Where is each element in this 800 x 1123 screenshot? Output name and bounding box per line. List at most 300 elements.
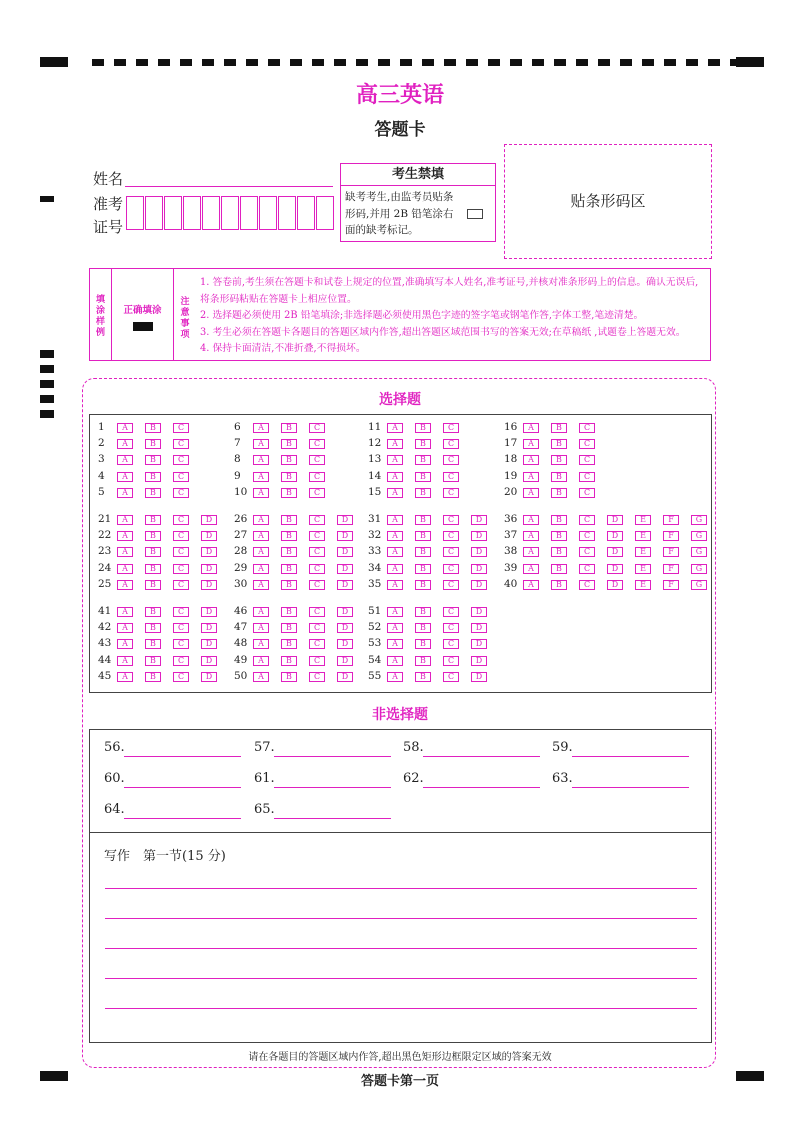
answer-bubble-c[interactable]: C	[173, 672, 189, 682]
answer-bubble-b[interactable]: B	[415, 564, 431, 574]
answer-bubble-b[interactable]: B	[145, 580, 161, 590]
answer-bubble-b[interactable]: B	[145, 547, 161, 557]
answer-bubble-c[interactable]: C	[579, 515, 595, 525]
answer-bubble-c[interactable]: C	[443, 672, 459, 682]
answer-bubble-b[interactable]: B	[415, 531, 431, 541]
answer-bubble-c[interactable]: C	[309, 623, 325, 633]
blank-number: 60.	[104, 771, 125, 786]
answer-bubble-a[interactable]: A	[253, 488, 269, 498]
answer-blank[interactable]	[572, 756, 689, 757]
answer-bubble-b[interactable]: B	[415, 672, 431, 682]
answer-bubble-a[interactable]: A	[117, 547, 133, 557]
exam-number-cell[interactable]	[297, 196, 315, 230]
writing-line[interactable]	[105, 948, 697, 949]
answer-bubble-e[interactable]: E	[635, 515, 651, 525]
answer-bubble-a[interactable]: A	[387, 531, 403, 541]
answer-bubble-d[interactable]: D	[607, 515, 623, 525]
barcode-area	[504, 144, 712, 259]
answer-bubble-d[interactable]: D	[471, 672, 487, 682]
answer-bubble-a[interactable]: A	[117, 623, 133, 633]
answer-blank[interactable]	[274, 818, 391, 819]
notice-label	[174, 269, 196, 360]
answer-bubble-d[interactable]: D	[201, 580, 217, 590]
answer-bubble-a[interactable]: A	[117, 472, 133, 482]
answer-bubble-b[interactable]: B	[415, 472, 431, 482]
answer-blank[interactable]	[124, 787, 241, 788]
answer-bubble-g[interactable]: G	[691, 531, 707, 541]
answer-blank[interactable]	[423, 756, 540, 757]
timing-dash	[444, 59, 456, 66]
answer-bubble-d[interactable]: D	[337, 580, 353, 590]
answer-bubble-d[interactable]: D	[201, 547, 217, 557]
question-number: 19	[504, 469, 518, 482]
question-number: 7	[234, 437, 241, 450]
answer-bubble-d[interactable]: D	[607, 547, 623, 557]
answer-bubble-b[interactable]: B	[145, 623, 161, 633]
name-field[interactable]	[125, 186, 333, 187]
answer-bubble-d[interactable]: D	[337, 564, 353, 574]
answer-bubble-c[interactable]: C	[173, 423, 189, 433]
question-number: 15	[368, 485, 382, 498]
answer-bubble-b[interactable]: B	[551, 423, 567, 433]
answer-bubble-b[interactable]: B	[415, 455, 431, 465]
answer-bubble-e[interactable]: E	[635, 531, 651, 541]
answer-bubble-a[interactable]: A	[523, 439, 539, 449]
answer-bubble-g[interactable]: G	[691, 515, 707, 525]
answer-bubble-e[interactable]: E	[635, 580, 651, 590]
answer-bubble-d[interactable]: D	[201, 623, 217, 633]
answer-bubble-a[interactable]: A	[523, 455, 539, 465]
answer-bubble-a[interactable]: A	[523, 564, 539, 574]
answer-bubble-b[interactable]: B	[551, 455, 567, 465]
answer-bubble-b[interactable]: B	[145, 672, 161, 682]
nonchoice-section-title: 非选择题	[372, 707, 428, 723]
answer-bubble-c[interactable]: C	[309, 488, 325, 498]
answer-bubble-a[interactable]: A	[117, 455, 133, 465]
answer-bubble-b[interactable]: B	[551, 580, 567, 590]
exam-number-cell[interactable]	[316, 196, 334, 230]
answer-bubble-a[interactable]: A	[253, 580, 269, 590]
answer-bubble-c[interactable]: C	[173, 472, 189, 482]
blank-number: 61.	[254, 771, 275, 786]
answer-bubble-d[interactable]: D	[607, 580, 623, 590]
answer-bubble-d[interactable]: D	[201, 672, 217, 682]
answer-bubble-a[interactable]: A	[253, 531, 269, 541]
question-number: 6	[234, 421, 241, 433]
answer-bubble-a[interactable]: A	[387, 623, 403, 633]
answer-bubble-c[interactable]: C	[309, 439, 325, 449]
answer-bubble-d[interactable]: D	[337, 547, 353, 557]
answer-bubble-b[interactable]: B	[281, 531, 297, 541]
answer-bubble-a[interactable]: A	[387, 607, 403, 617]
timing-dash	[554, 59, 566, 66]
answer-bubble-d[interactable]: D	[471, 639, 487, 649]
answer-bubble-d[interactable]: D	[201, 639, 217, 649]
exam-number-cell[interactable]	[183, 196, 201, 230]
writing-label: 写作 第一节(15 分)	[104, 849, 226, 864]
answer-bubble-f[interactable]: F	[663, 547, 679, 557]
timing-dash	[312, 59, 324, 66]
question-number: 24	[98, 561, 112, 574]
answer-blank[interactable]	[572, 787, 689, 788]
answer-bubble-a[interactable]: A	[523, 488, 539, 498]
answer-bubble-c[interactable]: C	[309, 639, 325, 649]
answer-bubble-a[interactable]: A	[253, 439, 269, 449]
question-number: 49	[234, 653, 248, 666]
answer-bubble-c[interactable]: C	[443, 580, 459, 590]
answer-bubble-b[interactable]: B	[415, 607, 431, 617]
answer-bubble-a[interactable]: A	[253, 547, 269, 557]
question-number: 44	[98, 653, 112, 666]
answer-bubble-f[interactable]: F	[663, 580, 679, 590]
answer-bubble-d[interactable]: D	[471, 607, 487, 617]
answer-bubble-d[interactable]: D	[607, 564, 623, 574]
absent-mark-box[interactable]	[467, 209, 483, 219]
no-fill-box	[340, 163, 496, 242]
answer-bubble-d[interactable]: D	[471, 531, 487, 541]
answer-bubble-c[interactable]: C	[173, 547, 189, 557]
answer-bubble-c[interactable]: C	[309, 672, 325, 682]
answer-bubble-d[interactable]: D	[471, 547, 487, 557]
answer-bubble-b[interactable]: B	[551, 439, 567, 449]
answer-bubble-d[interactable]: D	[337, 672, 353, 682]
question-number: 29	[234, 561, 248, 574]
timing-dash	[686, 59, 698, 66]
answer-bubble-b[interactable]: B	[551, 488, 567, 498]
answer-bubble-b[interactable]: B	[145, 472, 161, 482]
question-number: 52	[368, 621, 382, 634]
question-number: 27	[234, 529, 248, 542]
answer-bubble-c[interactable]: C	[443, 531, 459, 541]
answer-bubble-a[interactable]: A	[253, 672, 269, 682]
question-number: 16	[504, 421, 518, 433]
question-number: 38	[504, 545, 518, 558]
answer-bubble-d[interactable]: D	[471, 656, 487, 666]
timing-mark	[40, 365, 54, 373]
timing-dash	[510, 59, 522, 66]
answer-bubble-a[interactable]: A	[387, 547, 403, 557]
answer-bubble-a[interactable]: A	[387, 515, 403, 525]
answer-bubble-a[interactable]: A	[523, 423, 539, 433]
answer-bubble-c[interactable]: C	[579, 531, 595, 541]
exam-number-cell[interactable]	[259, 196, 277, 230]
answer-bubble-d[interactable]: D	[201, 607, 217, 617]
answer-bubble-b[interactable]: B	[145, 639, 161, 649]
exam-number-cell[interactable]	[221, 196, 239, 230]
answer-bubble-a[interactable]: A	[253, 515, 269, 525]
answer-bubble-b[interactable]: B	[145, 564, 161, 574]
answer-bubble-d[interactable]: D	[471, 564, 487, 574]
answer-bubble-b[interactable]: B	[551, 564, 567, 574]
answer-blank[interactable]	[274, 756, 391, 757]
answer-bubble-e[interactable]: E	[635, 547, 651, 557]
answer-bubble-b[interactable]: B	[145, 656, 161, 666]
answer-bubble-a[interactable]: A	[253, 423, 269, 433]
answer-bubble-c[interactable]: C	[579, 564, 595, 574]
exam-number-cell[interactable]	[202, 196, 220, 230]
page-number: 答题卡第一页	[360, 1074, 439, 1089]
answer-bubble-a[interactable]: A	[523, 531, 539, 541]
answer-bubble-a[interactable]: A	[117, 515, 133, 525]
answer-bubble-d[interactable]: D	[607, 531, 623, 541]
answer-bubble-b[interactable]: B	[415, 623, 431, 633]
answer-bubble-c[interactable]: C	[443, 439, 459, 449]
answer-bubble-a[interactable]: A	[387, 672, 403, 682]
answer-bubble-a[interactable]: A	[387, 472, 403, 482]
answer-bubble-a[interactable]: A	[117, 580, 133, 590]
answer-blank[interactable]	[423, 787, 540, 788]
exam-number-cell[interactable]	[240, 196, 258, 230]
answer-bubble-c[interactable]: C	[309, 656, 325, 666]
answer-bubble-c[interactable]: C	[173, 439, 189, 449]
answer-bubble-c[interactable]: C	[309, 564, 325, 574]
answer-bubble-b[interactable]: B	[145, 488, 161, 498]
question-number: 47	[234, 621, 248, 634]
blank-number: 65.	[254, 802, 275, 817]
answer-bubble-c[interactable]: C	[173, 531, 189, 541]
answer-bubble-b[interactable]: B	[281, 515, 297, 525]
answer-bubble-a[interactable]: A	[253, 656, 269, 666]
answer-bubble-a[interactable]: A	[117, 656, 133, 666]
blank-number: 63.	[552, 771, 573, 786]
answer-bubble-c[interactable]: C	[443, 423, 459, 433]
answer-bubble-b[interactable]: B	[281, 564, 297, 574]
answer-bubble-c[interactable]: C	[579, 472, 595, 482]
writing-line[interactable]	[105, 918, 697, 919]
answer-bubble-e[interactable]: E	[635, 564, 651, 574]
answer-bubble-d[interactable]: D	[337, 623, 353, 633]
answer-bubble-b[interactable]: B	[551, 547, 567, 557]
answer-bubble-b[interactable]: B	[415, 488, 431, 498]
answer-bubble-c[interactable]: C	[173, 580, 189, 590]
answer-bubble-a[interactable]: A	[387, 488, 403, 498]
answer-bubble-b[interactable]: B	[145, 607, 161, 617]
answer-bubble-c[interactable]: C	[309, 472, 325, 482]
answer-bubble-c[interactable]: C	[309, 547, 325, 557]
question-number: 10	[234, 485, 248, 498]
answer-bubble-d[interactable]: D	[471, 515, 487, 525]
answer-bubble-d[interactable]: D	[337, 531, 353, 541]
question-number: 2	[98, 437, 105, 450]
answer-bubble-b[interactable]: B	[281, 623, 297, 633]
answer-bubble-c[interactable]: C	[309, 531, 325, 541]
answer-bubble-b[interactable]: B	[281, 607, 297, 617]
answer-bubble-c[interactable]: C	[443, 515, 459, 525]
answer-bubble-b[interactable]: B	[415, 580, 431, 590]
answer-bubble-d[interactable]: D	[471, 623, 487, 633]
answer-bubble-b[interactable]: B	[415, 439, 431, 449]
writing-line[interactable]	[105, 978, 697, 979]
answer-bubble-a[interactable]: A	[253, 564, 269, 574]
answer-bubble-f[interactable]: F	[663, 564, 679, 574]
answer-bubble-a[interactable]: A	[117, 639, 133, 649]
timing-dash	[598, 59, 610, 66]
answer-bubble-a[interactable]: A	[387, 439, 403, 449]
answer-bubble-b[interactable]: B	[415, 423, 431, 433]
answer-bubble-c[interactable]: C	[309, 580, 325, 590]
answer-bubble-d[interactable]: D	[337, 639, 353, 649]
answer-bubble-b[interactable]: B	[145, 515, 161, 525]
answer-bubble-b[interactable]: B	[281, 439, 297, 449]
answer-bubble-c[interactable]: C	[173, 639, 189, 649]
answer-blank[interactable]	[124, 756, 241, 757]
answer-bubble-c[interactable]: C	[173, 607, 189, 617]
answer-bubble-b[interactable]: B	[415, 639, 431, 649]
answer-bubble-c[interactable]: C	[443, 472, 459, 482]
answer-bubble-c[interactable]: C	[173, 623, 189, 633]
exam-number-cell[interactable]	[126, 196, 144, 230]
answer-bubble-d[interactable]: D	[201, 656, 217, 666]
answer-bubble-d[interactable]: D	[201, 564, 217, 574]
question-number: 21	[98, 513, 112, 525]
answer-bubble-a[interactable]: A	[387, 656, 403, 666]
correct-fill-label: 正确填涂	[123, 305, 162, 316]
question-number: 4	[98, 469, 105, 482]
answer-bubble-c[interactable]: C	[309, 423, 325, 433]
answer-bubble-g[interactable]: G	[691, 547, 707, 557]
answer-bubble-a[interactable]: A	[117, 672, 133, 682]
answer-bubble-b[interactable]: B	[415, 656, 431, 666]
answer-bubble-c[interactable]: C	[443, 564, 459, 574]
answer-bubble-c[interactable]: C	[579, 547, 595, 557]
answer-bubble-b[interactable]: B	[551, 515, 567, 525]
answer-bubble-b[interactable]: B	[281, 580, 297, 590]
answer-bubble-a[interactable]: A	[253, 623, 269, 633]
answer-bubble-c[interactable]: C	[579, 439, 595, 449]
answer-bubble-c[interactable]: C	[443, 639, 459, 649]
blank-number: 59.	[552, 740, 573, 755]
answer-bubble-a[interactable]: A	[387, 564, 403, 574]
answer-bubble-a[interactable]: A	[117, 607, 133, 617]
answer-bubble-d[interactable]: D	[201, 515, 217, 525]
answer-bubble-f[interactable]: F	[663, 531, 679, 541]
answer-bubble-a[interactable]: A	[117, 564, 133, 574]
answer-bubble-c[interactable]: C	[443, 656, 459, 666]
timing-dash	[576, 59, 588, 66]
answer-bubble-a[interactable]: A	[387, 455, 403, 465]
timing-mark	[40, 395, 54, 403]
answer-bubble-c[interactable]: C	[173, 564, 189, 574]
question-number: 11	[368, 421, 382, 433]
answer-bubble-c[interactable]: C	[309, 515, 325, 525]
answer-bubble-c[interactable]: C	[173, 656, 189, 666]
answer-bubble-b[interactable]: B	[551, 531, 567, 541]
answer-bubble-a[interactable]: A	[117, 531, 133, 541]
exam-number-cell[interactable]	[278, 196, 296, 230]
answer-bubble-c[interactable]: C	[443, 488, 459, 498]
answer-bubble-c[interactable]: C	[579, 423, 595, 433]
answer-bubble-c[interactable]: C	[579, 580, 595, 590]
answer-bubble-c[interactable]: C	[579, 455, 595, 465]
answer-bubble-b[interactable]: B	[281, 656, 297, 666]
writing-line[interactable]	[105, 888, 697, 889]
answer-bubble-d[interactable]: D	[337, 656, 353, 666]
answer-bubble-d[interactable]: D	[337, 515, 353, 525]
exam-number-cell[interactable]	[145, 196, 163, 230]
answer-bubble-d[interactable]: D	[201, 531, 217, 541]
answer-bubble-d[interactable]: D	[471, 580, 487, 590]
answer-bubble-c[interactable]: C	[443, 607, 459, 617]
answer-bubble-a[interactable]: A	[253, 472, 269, 482]
instructions-box	[89, 268, 711, 361]
answer-bubble-c[interactable]: C	[443, 547, 459, 557]
answer-bubble-a[interactable]: A	[523, 580, 539, 590]
answer-bubble-c[interactable]: C	[309, 455, 325, 465]
answer-bubble-b[interactable]: B	[415, 515, 431, 525]
answer-bubble-b[interactable]: B	[145, 455, 161, 465]
answer-bubble-a[interactable]: A	[387, 580, 403, 590]
sample-label	[90, 269, 112, 360]
question-number: 30	[234, 577, 248, 590]
answer-bubble-b[interactable]: B	[415, 547, 431, 557]
answer-bubble-a[interactable]: A	[387, 639, 403, 649]
answer-bubble-b[interactable]: B	[281, 672, 297, 682]
notice-item: 4. 保持卡面清洁,不准折叠,不得损坏。	[200, 343, 366, 354]
answer-bubble-a[interactable]: A	[523, 515, 539, 525]
answer-bubble-c[interactable]: C	[173, 488, 189, 498]
timing-dash	[158, 59, 170, 66]
answer-bubble-b[interactable]: B	[145, 439, 161, 449]
timing-dash	[356, 59, 368, 66]
timing-dash	[136, 59, 148, 66]
answer-bubble-g[interactable]: G	[691, 564, 707, 574]
question-number: 23	[98, 545, 112, 558]
answer-bubble-b[interactable]: B	[281, 472, 297, 482]
notice-label-text: 注 意 事 项	[180, 297, 190, 340]
answer-bubble-a[interactable]: A	[117, 423, 133, 433]
timing-dash	[532, 59, 544, 66]
answer-bubble-a[interactable]: A	[253, 607, 269, 617]
writing-line[interactable]	[105, 1008, 697, 1009]
question-number: 48	[234, 637, 248, 650]
correct-fill-sample	[112, 269, 174, 360]
answer-bubble-b[interactable]: B	[145, 531, 161, 541]
exam-number-cell[interactable]	[164, 196, 182, 230]
timing-dash	[642, 59, 654, 66]
answer-bubble-c[interactable]: C	[309, 607, 325, 617]
answer-blank[interactable]	[124, 818, 241, 819]
answer-bubble-b[interactable]: B	[551, 472, 567, 482]
answer-bubble-a[interactable]: A	[523, 472, 539, 482]
answer-bubble-g[interactable]: G	[691, 580, 707, 590]
answer-bubble-b[interactable]: B	[281, 488, 297, 498]
question-number: 39	[504, 561, 518, 574]
timing-dash	[180, 59, 192, 66]
answer-bubble-a[interactable]: A	[387, 423, 403, 433]
answer-bubble-f[interactable]: F	[663, 515, 679, 525]
answer-bubble-b[interactable]: B	[281, 639, 297, 649]
timing-dash	[224, 59, 236, 66]
answer-bubble-a[interactable]: A	[523, 547, 539, 557]
answer-bubble-b[interactable]: B	[281, 547, 297, 557]
answer-bubble-a[interactable]: A	[117, 488, 133, 498]
notice-items	[200, 275, 708, 358]
blank-number: 56.	[104, 740, 125, 755]
answer-bubble-a[interactable]: A	[117, 439, 133, 449]
answer-bubble-c[interactable]: C	[173, 455, 189, 465]
answer-blank[interactable]	[274, 787, 391, 788]
answer-bubble-b[interactable]: B	[281, 455, 297, 465]
answer-bubble-d[interactable]: D	[337, 607, 353, 617]
answer-bubble-a[interactable]: A	[253, 455, 269, 465]
answer-bubble-b[interactable]: B	[281, 423, 297, 433]
answer-bubble-c[interactable]: C	[173, 515, 189, 525]
answer-bubble-a[interactable]: A	[253, 639, 269, 649]
answer-bubble-c[interactable]: C	[579, 488, 595, 498]
answer-bubble-b[interactable]: B	[145, 423, 161, 433]
answer-bubble-c[interactable]: C	[443, 623, 459, 633]
answer-bubble-c[interactable]: C	[443, 455, 459, 465]
